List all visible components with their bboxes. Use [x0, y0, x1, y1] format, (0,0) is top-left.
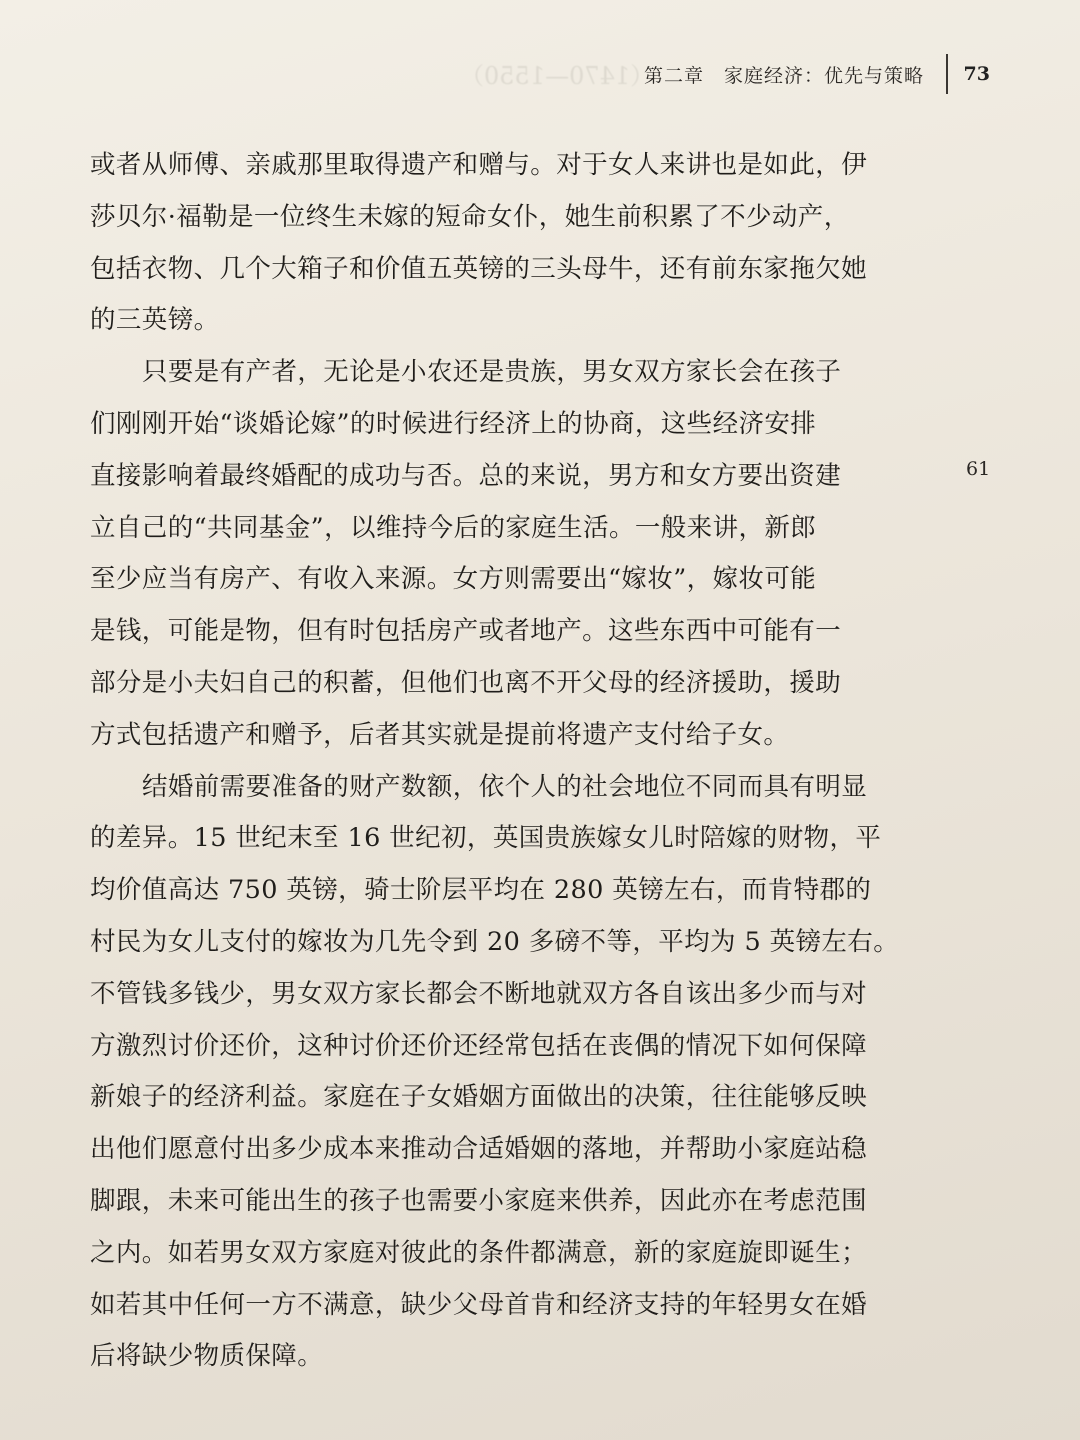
- text-line: 出他们愿意付出多少成本来推动合适婚姻的落地，并帮助小家庭站稳: [90, 1134, 868, 1165]
- text-line: 莎贝尔·福勒是一位终生未嫁的短命女仆，她生前积累了不少动产，: [90, 201, 850, 232]
- header-divider: [946, 54, 948, 94]
- running-header: [644, 56, 990, 92]
- text-line: 直接影响着最终婚配的成功与否。总的来说，男方和女方要出资建: [90, 460, 842, 491]
- text-line: 结婚前需要准备的财产数额，依个人的社会地位不同而具有明显: [142, 771, 868, 802]
- text-line: 均价值高达 750 英镑，骑士阶层平均在 280 英镑左右，而肯特郡的: [90, 875, 872, 906]
- text-line: 或者从师傅、亲戚那里取得遗产和赠与。对于女人来讲也是如此，伊: [90, 150, 868, 180]
- text-line: 村民为女儿支付的嫁妆为几先令到 20 多磅不等，平均为 5 英镑左右。: [90, 926, 900, 957]
- text-line: 是钱，可能是物，但有时包括房产或者地产。这些东西中可能有一: [90, 616, 842, 647]
- text-line: 脚跟，未来可能出生的孩子也需要小家庭来供养，因此亦在考虑范围: [90, 1185, 868, 1216]
- text-line: 的三英镑。: [90, 305, 220, 336]
- text-line: 的差异。15 世纪末至 16 世纪初，英国贵族嫁女儿时陪嫁的财物，平: [90, 823, 882, 854]
- text-line: 如若其中任何一方不满意，缺少父母首肯和经济支持的年轻男女在婚: [90, 1289, 868, 1320]
- body-text: [90, 140, 960, 1383]
- text-line: 方式包括遗产和赠予，后者其实就是提前将遗产支付给子女。: [90, 719, 790, 750]
- text-line: 方激烈讨价还价，这种讨价还价还经常包括在丧偶的情况下如何保障: [90, 1030, 868, 1061]
- bleed-through-text: （1470—1550）: [460, 62, 655, 90]
- margin-page-reference: 61: [966, 458, 991, 480]
- text-line: 之内。如若男女双方家庭对彼此的条件都满意，新的家庭旋即诞生；: [90, 1237, 868, 1268]
- text-line: 包括衣物、几个大箱子和价值五英镑的三头母牛，还有前东家拖欠她: [90, 253, 868, 284]
- page-number: 73: [963, 63, 990, 85]
- text-line: 后将缺少物质保障。: [90, 1341, 324, 1372]
- text-line: 部分是小夫妇自己的积蓄，但他们也离不开父母的经济援助，援助: [90, 667, 842, 698]
- text-line: 新娘子的经济利益。家庭在子女婚姻方面做出的决策，往往能够反映: [90, 1082, 868, 1113]
- text-line: 立自己的“共同基金”，以维持今后的家庭生活。一般来讲，新郎: [90, 512, 817, 543]
- text-line: 只要是有产者，无论是小农还是贵族，男女双方家长会在孩子: [142, 357, 842, 388]
- chapter-title: 第二章 家庭经济：优先与策略: [644, 64, 925, 87]
- text-line: 不管钱多钱少，男女双方家长都会不断地就双方各自该出多少而与对: [90, 978, 868, 1009]
- text-line: 至少应当有房产、有收入来源。女方则需要出“嫁妆”，嫁妆可能: [90, 564, 817, 595]
- text-line: 们刚刚开始“谈婚论嫁”的时候进行经济上的协商，这些经济安排: [90, 408, 817, 439]
